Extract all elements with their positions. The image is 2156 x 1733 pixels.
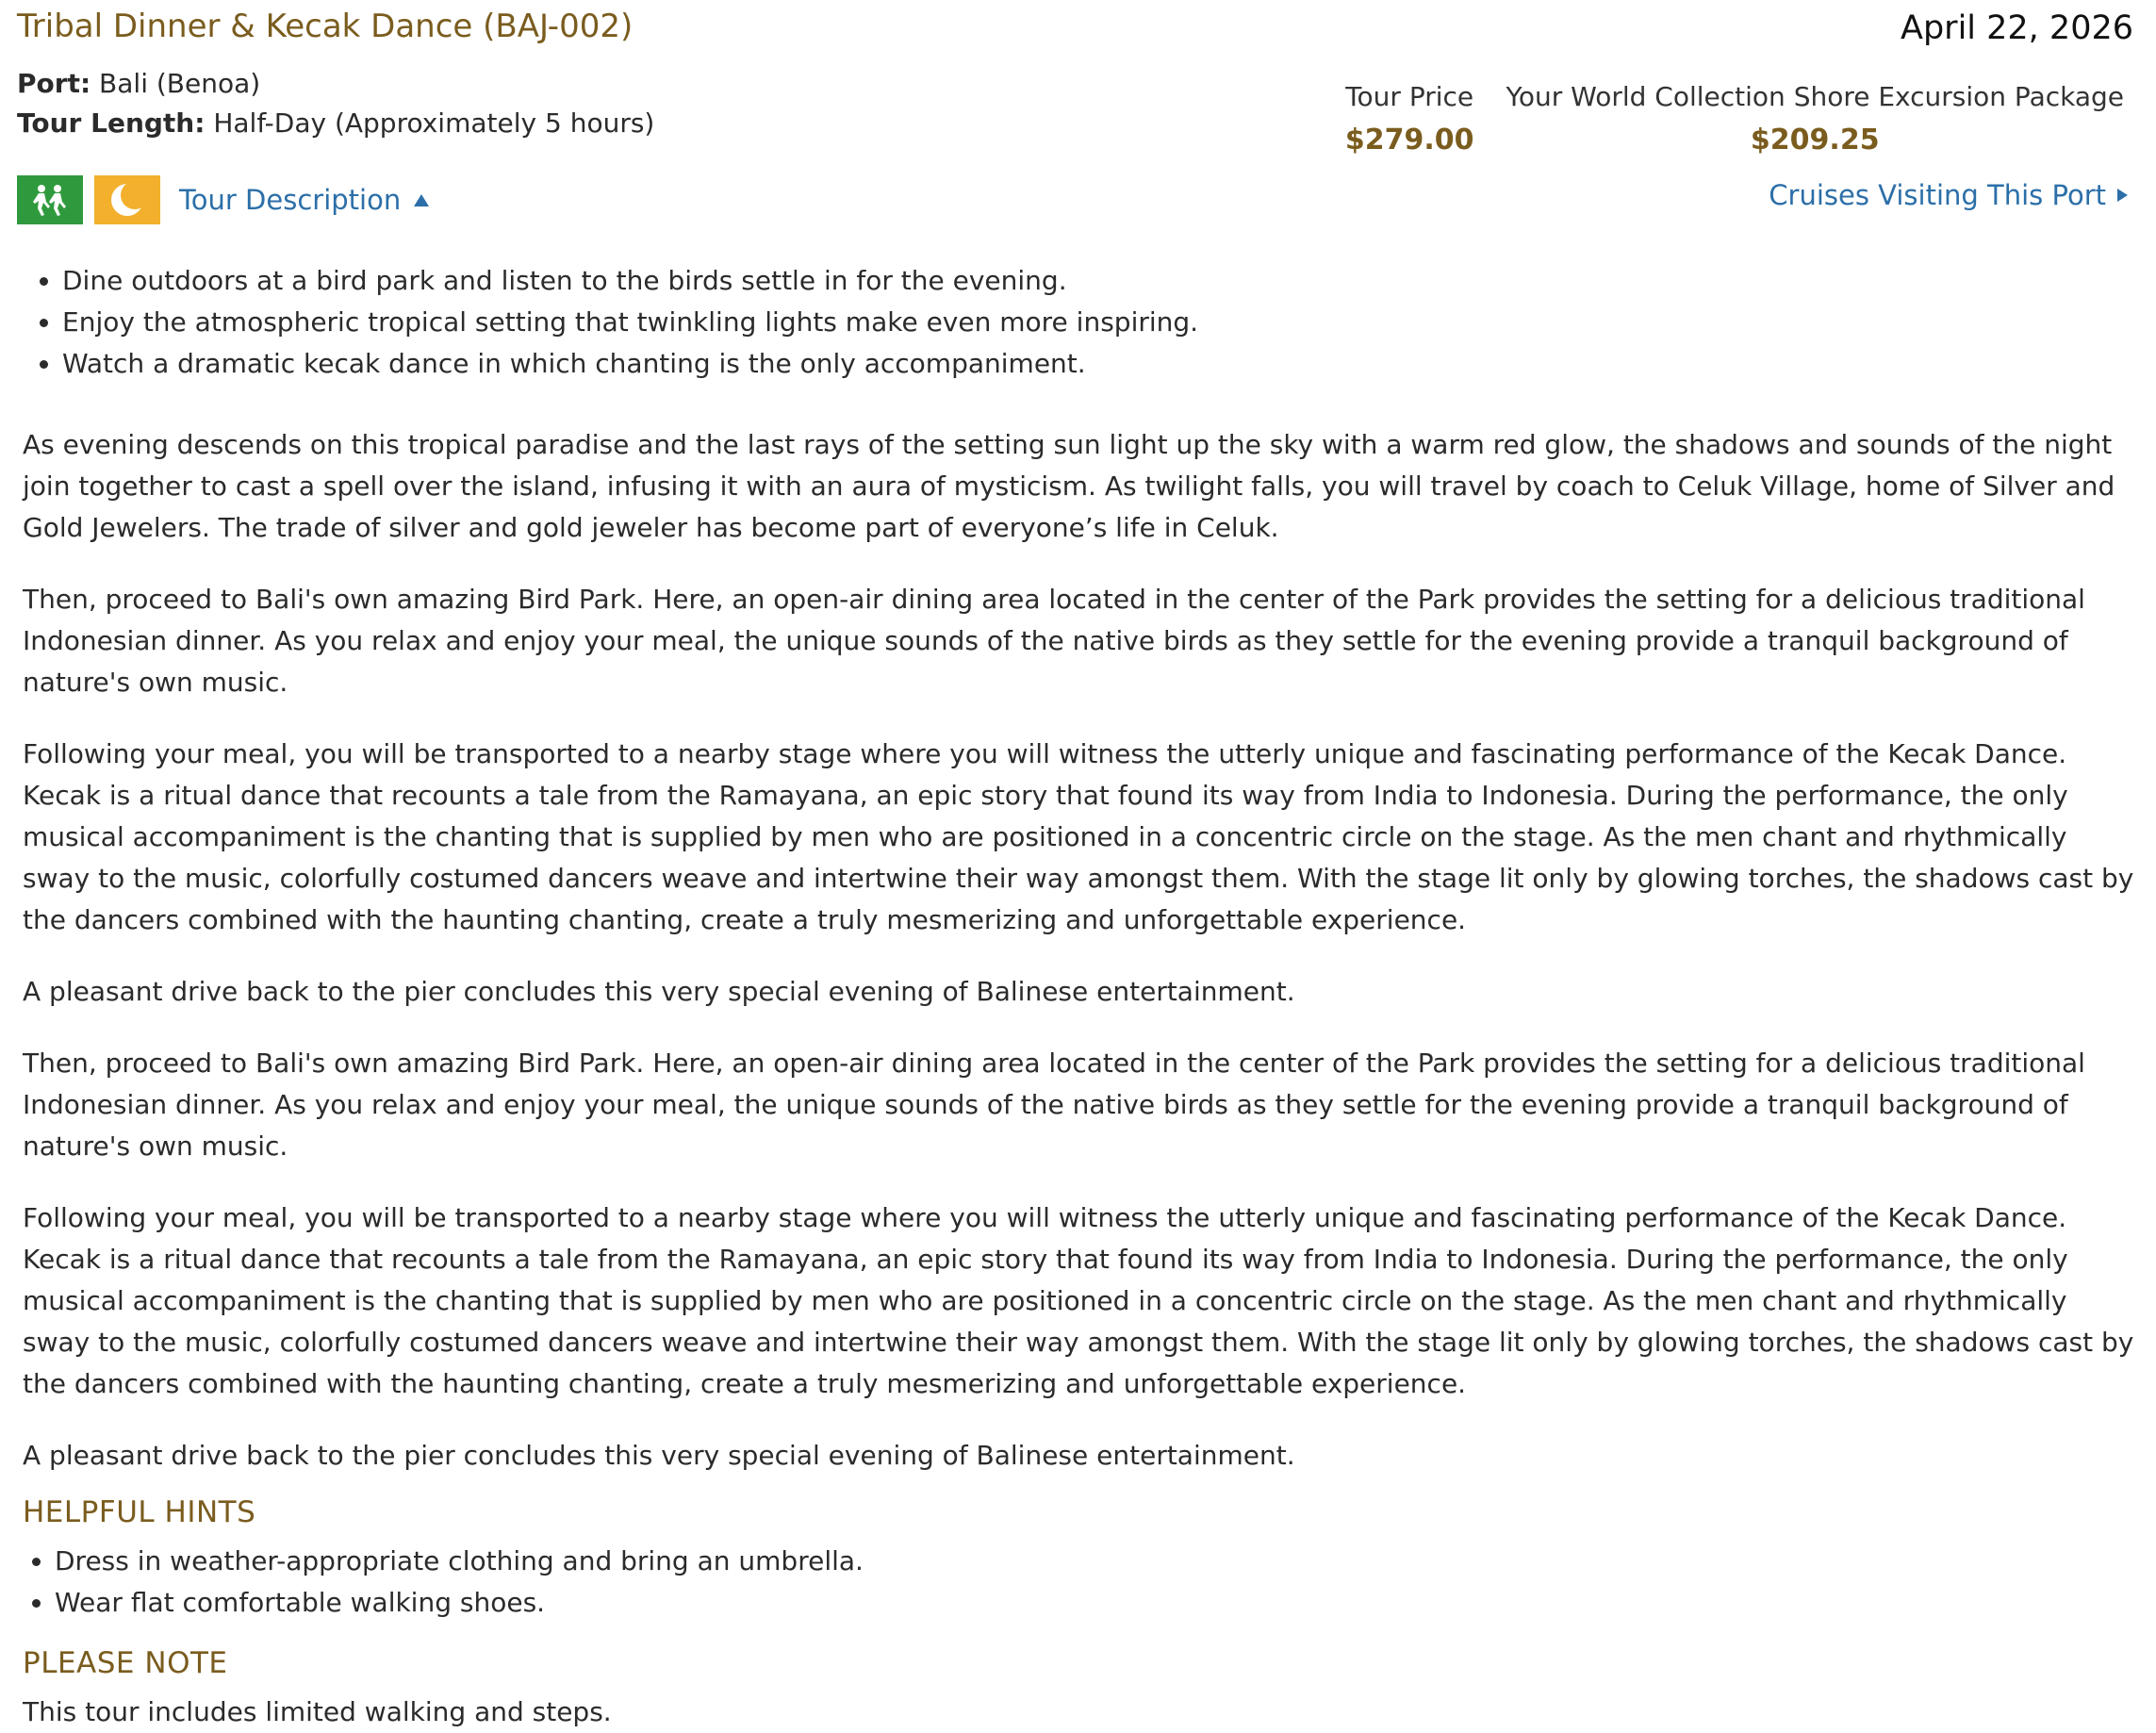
cruises-visiting-label: Cruises Visiting This Port — [1769, 179, 2106, 211]
package-price-value: $209.25 — [1750, 124, 1880, 157]
tour-price-label: Tour Price — [1345, 81, 1474, 112]
caret-right-icon — [2117, 189, 2128, 202]
crescent-moon-icon — [94, 175, 160, 224]
helpful-hints-heading: HELPFUL HINTS — [23, 1495, 256, 1529]
list-item: • Dress in weather-appropriate clothing and bring an umbrella. — [55, 1541, 2134, 1582]
tour-length-label: Tour Length: — [17, 107, 206, 139]
port-info — [17, 68, 260, 99]
price-block — [1345, 81, 2124, 157]
description-paragraph: Then, proceed to Bali's own amazing Bird Park. Here, an open-air dining area located in the center of the Park provides the setting for a delicious traditional Indonesian dinner. As you relax and enjoy your meal, the unique sounds of the native birds as they settle for the evening provide a tranquil background of nature's own music. — [23, 1048, 2085, 1162]
tour-icons-row — [17, 175, 429, 224]
tour-content — [23, 260, 2134, 1733]
description-paragraph: As evening descends on this tropical paradise and the last rays of the setting sun light up the sky with a warm red glow, the shadows and sounds of the night join together to cast a spell over the island, infusing it with an aura of mysticism. As twilight falls, you will travel by coach to Celuk Village, home of Silver and Gold Jewelers. The trade of silver and gold jeweler has become part of everyone’s life in Celuk. — [23, 429, 2115, 543]
description-paragraph: Following your meal, you will be transported to a nearby stage where you will witness the utterly unique and fascinating performance of the Kecak Dance. Kecak is a ritual dance that recounts a tale from the Ramayana, an epic story that found its way from India to Indonesia. During the performance, the only musical accompaniment is the chanting that is supplied by men who are positioned in a concentric circle on the stage. As the men chant and rhythmically sway to the music, colorfully costumed dancers weave and intertwine their way amongst them. With the stage lit only by glowing torches, the shadows cast by the dancers combined with the haunting chanting, create a truly mesmerizing and unforgettable experience. — [23, 1202, 2134, 1399]
description-paragraph: A pleasant drive back to the pier concludes this very special evening of Balinese entertainment. — [23, 976, 1295, 1007]
cruises-visiting-link[interactable] — [1769, 179, 2128, 211]
tour-price-value: $279.00 — [1344, 124, 1474, 157]
please-note-heading: PLEASE NOTE — [23, 1646, 228, 1680]
tour-length-info — [17, 107, 654, 139]
list-item: • Watch a dramatic kecak dance in which chanting is the only accompaniment. — [62, 343, 2134, 385]
list-item: • Dine outdoors at a bird park and listen to the birds settle in for the evening. — [62, 260, 2134, 302]
package-price-label: Your World Collection Shore Excursion Package — [1506, 81, 2124, 112]
list-item: • Enjoy the atmospheric tropical setting that twinkling lights make even more inspiring. — [62, 302, 2134, 343]
highlights-list — [23, 260, 2134, 385]
walking-people-icon — [17, 175, 83, 224]
description-paragraph: Following your meal, you will be transported to a nearby stage where you will witness the utterly unique and fascinating performance of the Kecak Dance. Kecak is a ritual dance that recounts a tale from the Ramayana, an epic story that found its way from India to Indonesia. During the performance, the only musical accompaniment is the chanting that is supplied by men who are positioned in a concentric circle on the stage. As the men chant and rhythmically sway to the music, colorfully costumed dancers weave and intertwine their way amongst them. With the stage lit only by glowing torches, the shadows cast by the dancers combined with the haunting chanting, create a truly mesmerizing and unforgettable experience. — [23, 738, 2134, 935]
caret-up-icon — [414, 194, 429, 206]
port-label: Port: — [17, 68, 91, 99]
date-label: April 22, 2026 — [1901, 9, 2133, 47]
list-item: • Wear flat comfortable walking shoes. — [55, 1582, 2134, 1624]
port-value: Bali (Benoa) — [91, 68, 261, 99]
description-paragraph: A pleasant drive back to the pier concludes this very special evening of Balinese entertainment. — [23, 1440, 1295, 1471]
tour-description-label: Tour Description — [179, 184, 402, 216]
please-note-text: This tour includes limited walking and steps. — [23, 1696, 612, 1727]
tour-title: Tribal Dinner & Kecak Dance (BAJ-002) — [17, 8, 634, 45]
description-paragraph: Then, proceed to Bali's own amazing Bird Park. Here, an open-air dining area located in the center of the Park provides the setting for a delicious traditional Indonesian dinner. As you relax and enjoy your meal, the unique sounds of the native birds as they settle for the evening provide a tranquil background of nature's own music. — [23, 584, 2085, 698]
helpful-hints-list — [23, 1541, 2134, 1624]
tour-description-toggle[interactable] — [179, 184, 429, 216]
tour-length-value: Half-Day (Approximately 5 hours) — [205, 107, 655, 139]
package-price — [1506, 81, 2124, 157]
tour-price — [1345, 81, 1474, 157]
